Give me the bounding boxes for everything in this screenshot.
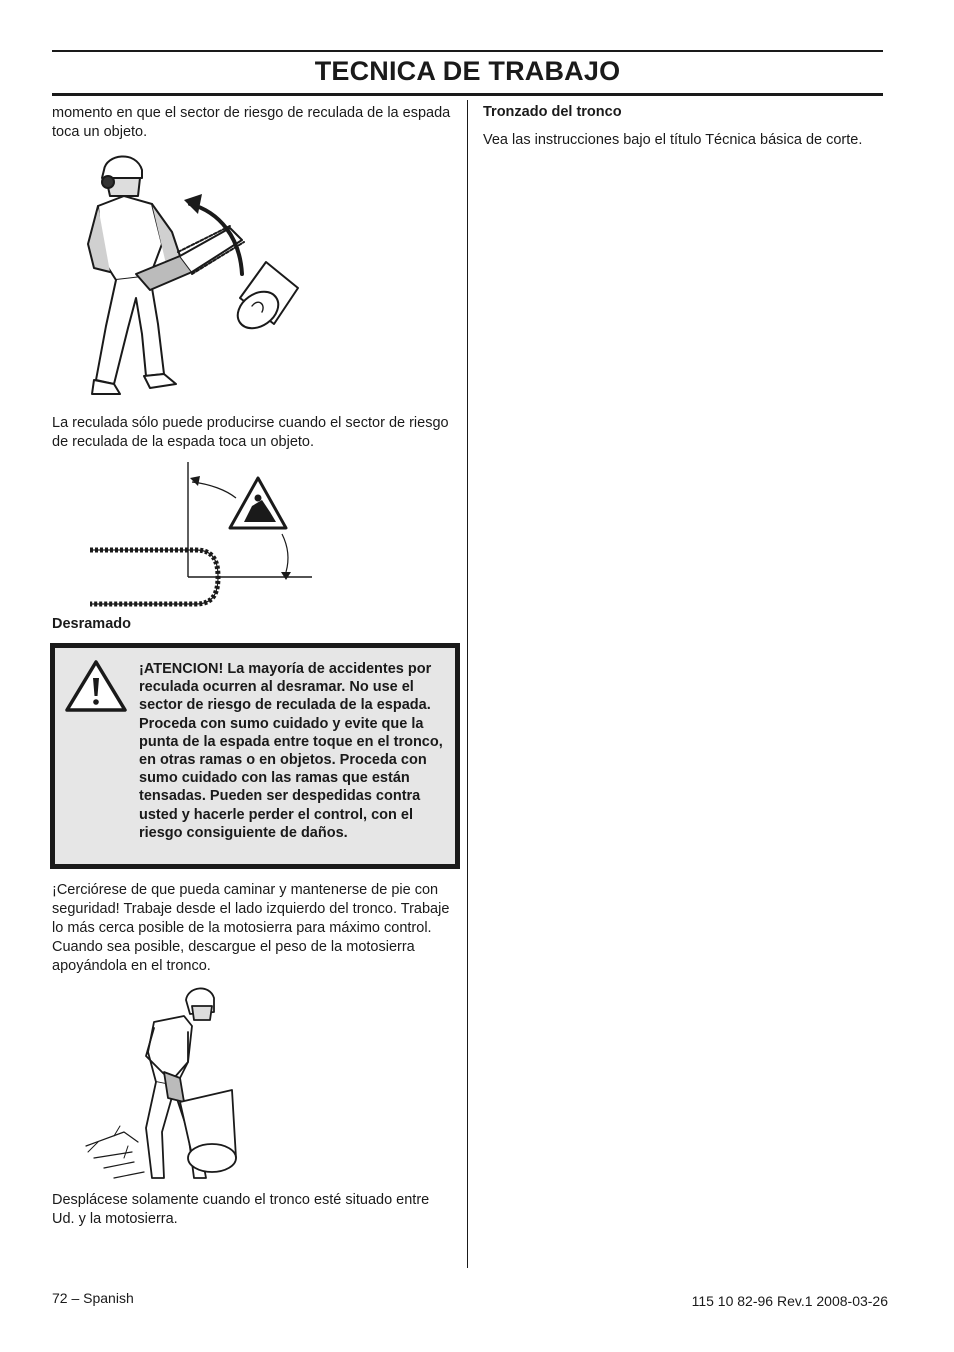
column-divider (467, 100, 468, 1268)
warning-box (50, 643, 460, 869)
page-number: 72 – Spanish (52, 1290, 134, 1306)
document-reference: 115 10 82-96 Rev.1 2008-03-26 (691, 1293, 888, 1309)
kickback-operator-illustration (80, 148, 310, 410)
header-top-rule (52, 50, 883, 52)
move-paragraph: Desplácese solamente cuando el tronco esté situado entre Ud. y la motosierra. (52, 1192, 430, 1227)
intro-paragraph: momento en que el sector de riesgo de reculada de la espada toca un objeto. (52, 105, 451, 140)
warning-text: ¡ATENCION! La mayoría de accidentes por reculada ocurren al desramar. No use el sector de riesgo de reculada de la espada. Proceda con sumo cuidado y evite que la punta de la espada entre toque en el tronco, en otras ramas o en objetos. Proceda con sumo cuidado con las ramas que están tensadas. Pueden ser despedidas contra usted y hacerle perder el control, con el riesgo consiguiente de daños. (139, 661, 443, 841)
kickback-warning-icon (230, 478, 286, 528)
kickback-paragraph: La reculada sólo puede producirse cuando el sector de riesgo de reculada de la espada toca un objeto. (52, 415, 449, 450)
desramado-heading: Desramado (52, 616, 131, 632)
limbing-operator-illustration (84, 982, 240, 1186)
kickback-zone-diagram (86, 460, 318, 612)
page-title: TECNICA DE TRABAJO (314, 56, 621, 86)
warning-triangle-icon (63, 658, 129, 716)
tronzado-paragraph: Vea las instrucciones bajo el título Técnica básica de corte. (483, 132, 863, 148)
limbing-paragraph: ¡Cerciórese de que pueda caminar y mantenerse de pie con seguridad! Trabaje desde el lado izquierdo del tronco. Trabaje lo más cerca posible de la motosierra para máximo control. Cuando sea posible, descargue el peso de la motosierra apoyándola en el tronco. (52, 882, 450, 974)
header-bottom-rule (52, 93, 883, 96)
tronzado-heading: Tronzado del tronco (483, 104, 622, 120)
